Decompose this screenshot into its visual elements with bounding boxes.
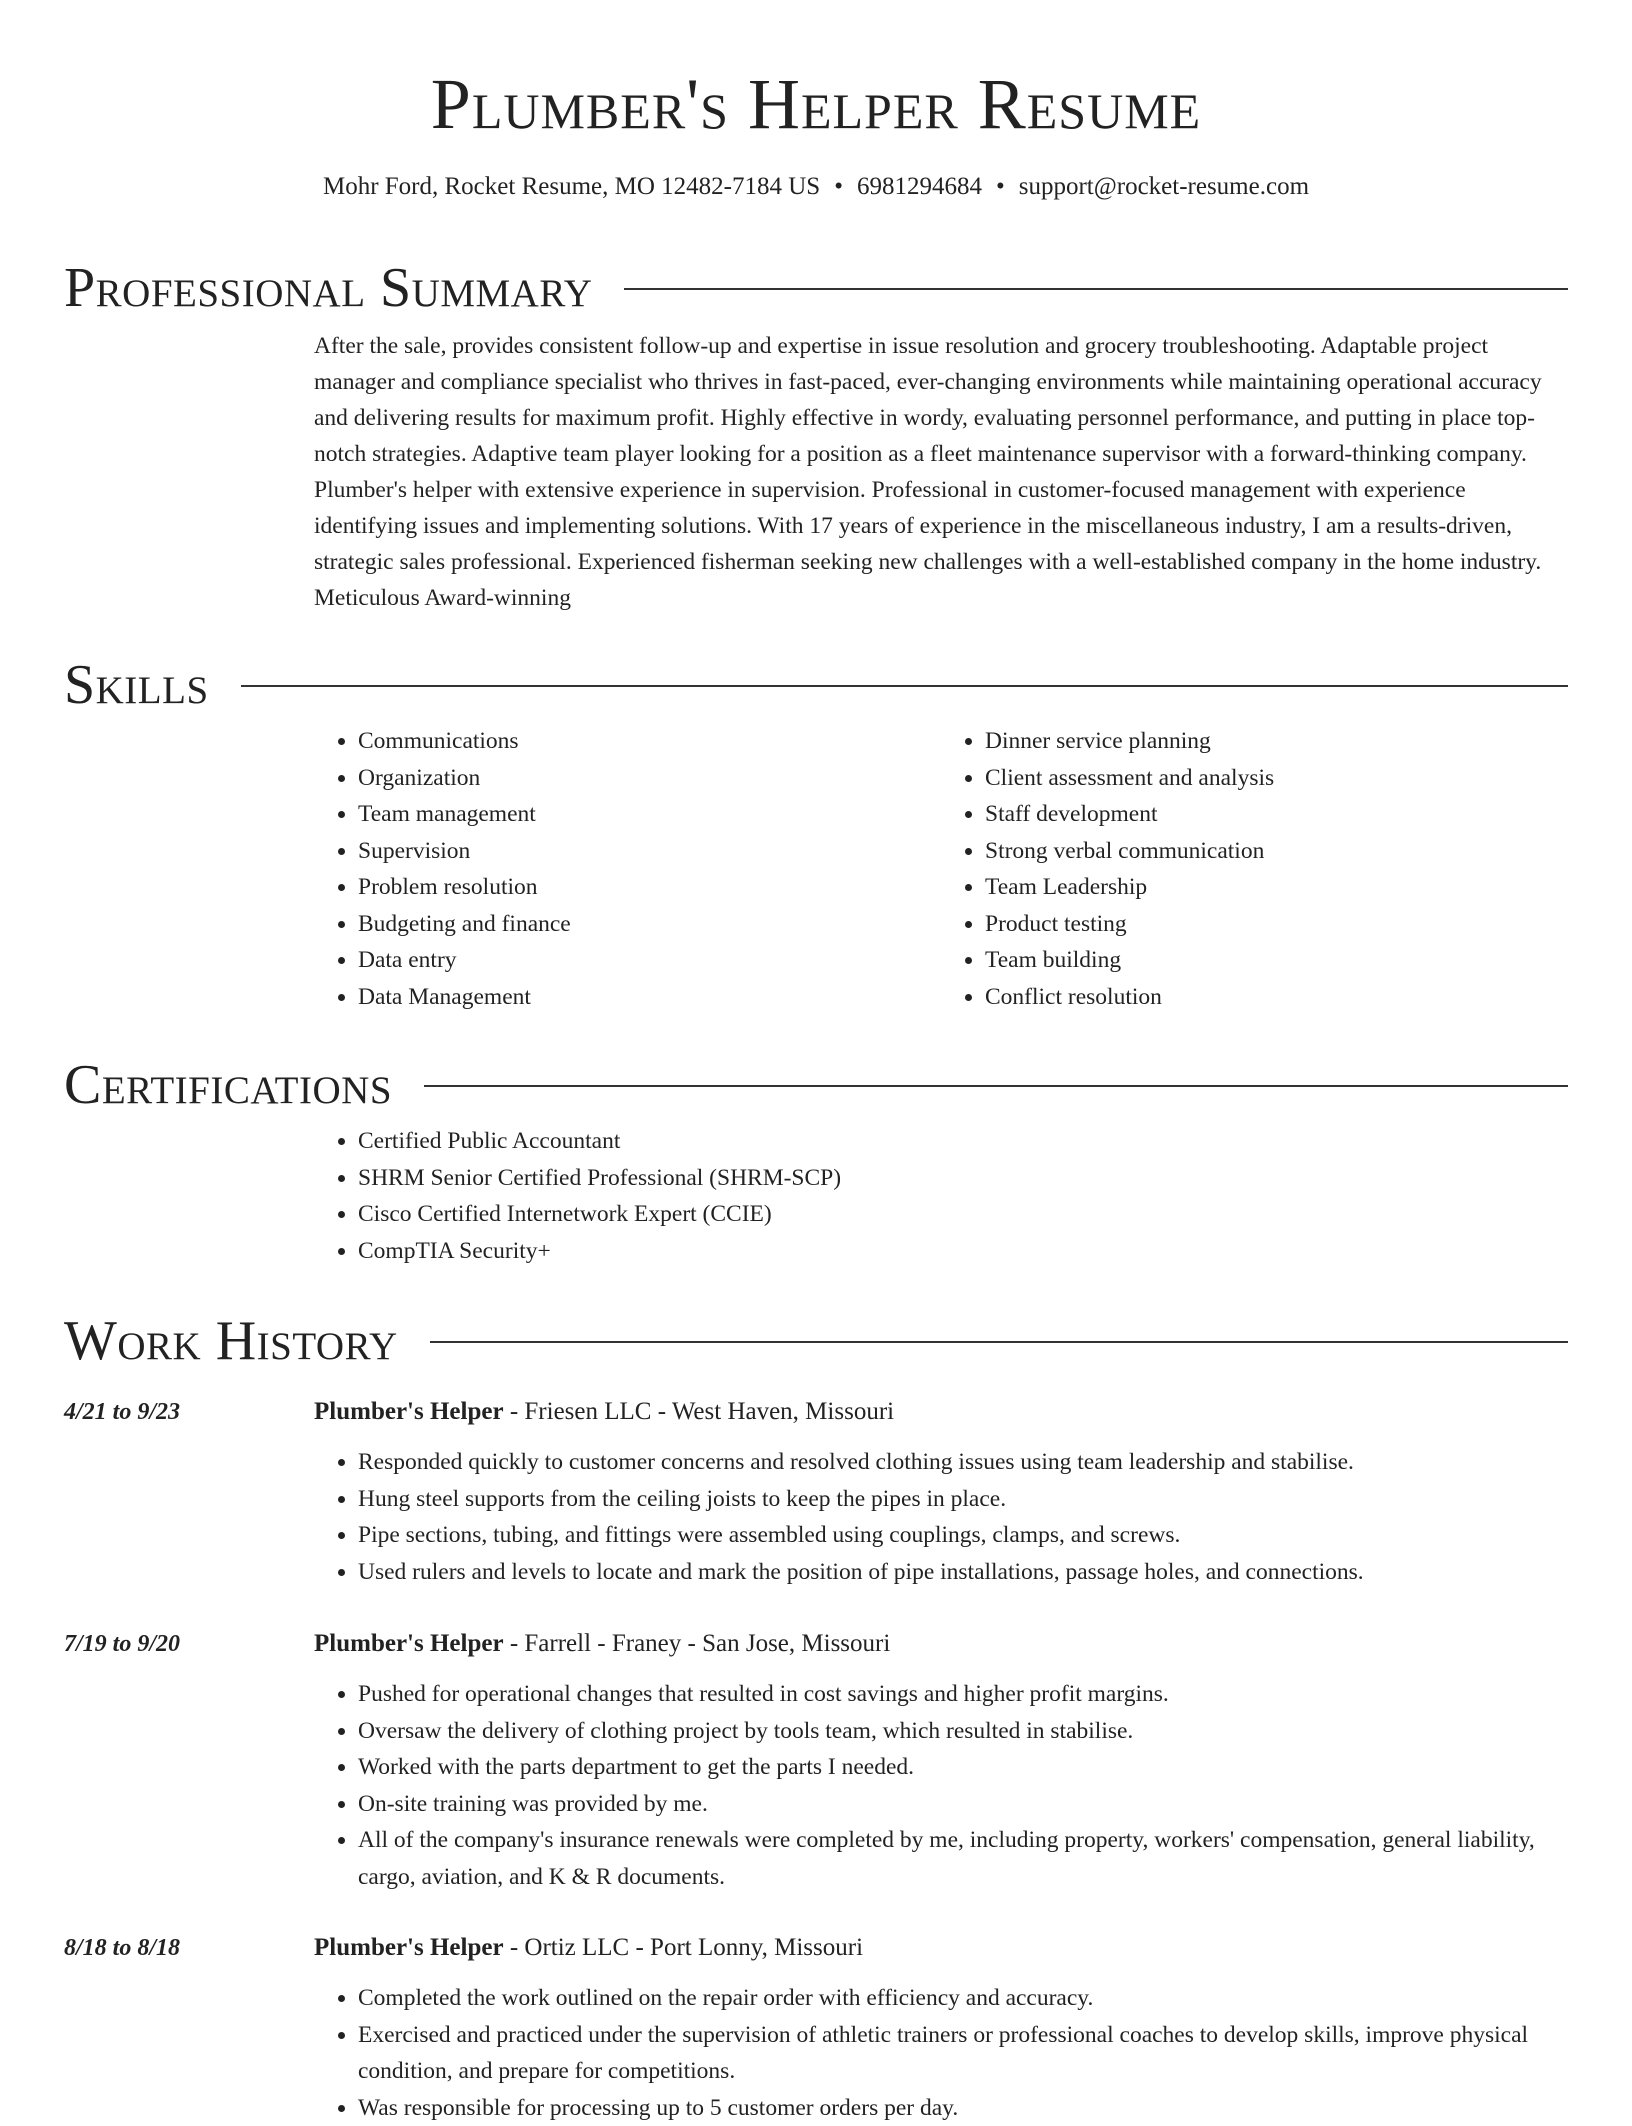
summary-heading: Professional Summary [64,258,592,318]
contact-separator: • [996,173,1005,200]
job-bullet: • Used rulers and levels to locate and mark the position of pipe installations, passage holes, and connections. [358,1554,1568,1591]
job-bullets [314,1980,1568,2126]
job-entry [64,1394,1568,1590]
work-history-heading: Work History [64,1311,398,1371]
contact-line [0,170,1632,204]
skill-item: • Staff development [985,796,1568,833]
job-bullet: • Pipe sections, tubing, and fittings were assembled using couplings, clamps, and screws. [358,1517,1568,1554]
job-bullet: • Completed the work outlined on the repair order with efficiency and accuracy. [358,1980,1568,2017]
skill-item: • Team Leadership [985,869,1568,906]
job-dates: 4/21 to 9/23 [64,1394,180,1430]
job-heading [314,1930,1568,1966]
certification-item: • CompTIA Security+ [358,1233,1568,1270]
skills-columns [314,723,1568,1015]
certifications-heading: Certifications [64,1055,392,1115]
section-divider [424,1085,1568,1087]
certifications-header [64,1055,1568,1115]
summary-header [64,258,1568,318]
certification-item: • SHRM Senior Certified Professional (SHRM-SCP) [358,1160,1568,1197]
skill-item: • Dinner service planning [985,723,1568,760]
skills-list-left [314,723,941,1015]
job-heading [314,1394,1568,1430]
certifications-body [314,1123,1568,1269]
job-bullet: • Responded quickly to customer concerns and resolved clothing issues using team leadership and stabilise. [358,1444,1568,1481]
job-bullet: • Hung steel supports from the ceiling joists to keep the pipes in place. [358,1481,1568,1518]
skills-list-right [941,723,1568,1015]
skill-item: • Conflict resolution [985,979,1568,1016]
section-divider [241,685,1568,687]
skill-item: • Team management [358,796,941,833]
skill-item: • Problem resolution [358,869,941,906]
job-dates: 7/19 to 9/20 [64,1626,180,1662]
skill-item: • Team building [985,942,1568,979]
skill-item: • Product testing [985,906,1568,943]
job-employer: - Friesen LLC - West Haven, Missouri [504,1398,895,1425]
job-bullet: • Oversaw the delivery of clothing project by tools team, which resulted in stabilise. [358,1713,1568,1750]
work-history-section [64,1311,1568,1371]
summary-section [64,258,1568,616]
job-bullets [314,1444,1568,1590]
job-employer: - Ortiz LLC - Port Lonny, Missouri [504,1934,863,1961]
skills-header [64,655,1568,715]
job-dates: 8/18 to 8/18 [64,1930,180,1966]
skill-item: • Communications [358,723,941,760]
skill-item: • Client assessment and analysis [985,760,1568,797]
section-divider [430,1341,1568,1343]
certifications-section [64,1055,1568,1269]
contact-email[interactable]: support@rocket-resume.com [1019,173,1309,200]
summary-text: After the sale, provides consistent follow-up and expertise in issue resolution and grocery troubleshooting. Adaptable project manager and compliance specialist who thrives in fast-paced, ever-changing environments while maintaining operational accuracy and delivering results for maximum profit. Highly effective in wordy, evaluating personnel performance, and putting in place top-notch strategies. Adaptive team player looking for a position as a fleet maintenance supervisor with a forward-thinking company. Plumber's helper with extensive experience in supervision. Professional in customer-focused management with experience identifying issues and implementing solutions. With 17 years of experience in the miscellaneous industry, I am a results-driven, strategic sales professional. Experienced fisherman seeking new challenges with a well-established company in the home industry. Meticulous Award-winning [314,328,1568,616]
certification-item: • Cisco Certified Internetwork Expert (CCIE) [358,1196,1568,1233]
certification-item: • Certified Public Accountant [358,1123,1568,1160]
skills-heading: Skills [64,655,209,715]
job-title: Plumber's Helper [314,1934,504,1961]
job-bullet: • All of the company's insurance renewals were completed by me, including property, workers' compensation, general liability, cargo, aviation, and K & R documents. [358,1822,1568,1895]
job-title: Plumber's Helper [314,1398,504,1425]
skill-item: • Supervision [358,833,941,870]
job-bullet: • Pushed for operational changes that resulted in cost savings and higher profit margins. [358,1676,1568,1713]
job-heading [314,1626,1568,1662]
contact-separator: • [834,173,843,200]
skills-section [64,655,1568,1015]
job-bullet: • Was responsible for processing up to 5 customer orders per day. [358,2090,1568,2126]
job-entry [64,1626,1568,1895]
job-bullets [314,1676,1568,1895]
skill-item: • Budgeting and finance [358,906,941,943]
job-bullet: • Worked with the parts department to get the parts I needed. [358,1749,1568,1786]
skill-item: • Data Management [358,979,941,1016]
certifications-list [314,1123,1568,1269]
job-employer: - Farrell - Franey - San Jose, Missouri [504,1630,891,1657]
job-entry [64,1930,1568,2126]
skill-item: • Organization [358,760,941,797]
work-history-header [64,1311,1568,1371]
skill-item: • Data entry [358,942,941,979]
contact-phone: 6981294684 [857,173,982,200]
skill-item: • Strong verbal communication [985,833,1568,870]
job-bullet: • On-site training was provided by me. [358,1786,1568,1823]
resume-title: Plumber's Helper Resume [0,0,1632,146]
job-title: Plumber's Helper [314,1630,504,1657]
job-bullet: • Exercised and practiced under the supervision of athletic trainers or professional coaches to develop skills, improve physical condition, and prepare for competitions. [358,2017,1568,2090]
section-divider [624,288,1568,290]
contact-address: Mohr Ford, Rocket Resume, MO 12482-7184 US [323,173,820,200]
